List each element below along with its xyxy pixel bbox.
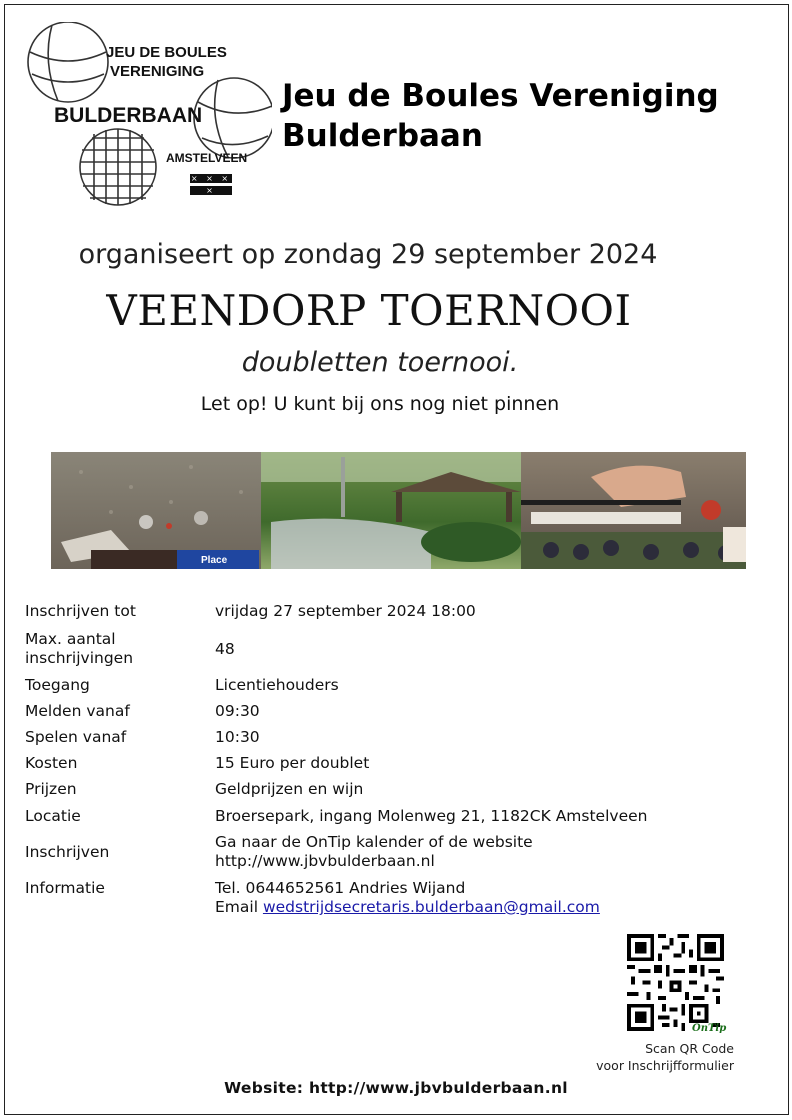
flag-band-lower: × [190,186,232,195]
club-title-line1: Jeu de Boules Vereniging [282,78,719,114]
detail-value: vrijdag 27 september 2024 18:00 [215,602,476,620]
detail-label: Prijzen [25,780,77,798]
email-prefix: Email [215,898,263,916]
qr-caption-line2: voor Inschrijfformulier [596,1058,734,1073]
payment-notice: Let op! U kunt bij ons nog niet pinnen [200,393,560,415]
event-title: VEENDORP TOERNOOI [106,286,632,335]
detail-value-website[interactable]: http://www.jbvbulderbaan.nl [215,852,435,870]
banner-sign-text: Place [201,555,228,566]
event-type: doubletten toernooi. [241,347,519,378]
detail-value: Broersepark, ingang Molenweg 21, 1182CK Amstelveen [215,807,648,825]
detail-label: Spelen vanaf [25,728,127,746]
flag-band: × × × [190,174,232,183]
logo-text-line4: AMSTELVEEN [166,151,248,165]
detail-label: Inschrijven tot [25,602,136,620]
detail-label: Kosten [25,754,78,772]
footer-website[interactable]: Website: http://www.jbvbulderbaan.nl [224,1079,568,1097]
detail-value: 15 Euro per doublet [215,754,370,772]
detail-value: Tel. 0644652561 Andries Wijand [215,879,466,897]
email-line [215,898,735,917]
logo-text-line1: JEU DE BOULES [106,44,227,61]
detail-label: Max. aantal inschrijvingen [25,630,134,667]
email-link[interactable]: wedstrijdsecretaris.bulderbaan@gmail.com [262,898,600,916]
collage-image [51,452,746,569]
club-logo [22,22,272,212]
club-title-line2: Bulderbaan [282,118,483,154]
detail-value: 10:30 [215,728,260,746]
amstelveen-flag-icon [190,174,232,195]
detail-value: Ga naar de OnTip kalender of de website [215,833,533,851]
qr-caption-line1: Scan QR Code [645,1041,734,1056]
photo-collage-banner [51,452,746,569]
club-title [282,76,719,156]
detail-value: 09:30 [215,702,260,720]
detail-label: Informatie [25,879,105,897]
detail-value: 48 [215,640,235,658]
logo-text-line3: BULDERBAAN [54,104,203,127]
detail-value: Licentiehouders [215,676,339,694]
detail-label: Toegang [25,676,90,694]
ontip-brand: OnTip [692,1023,727,1034]
detail-label: Inschrijven [25,843,110,861]
detail-label: Locatie [25,807,81,825]
detail-value: Geldprijzen en wijn [215,780,364,798]
detail-label: Melden vanaf [25,702,130,720]
event-date-line: organiseert op zondag 29 september 2024 [78,239,658,270]
logo-text-line2: VERENIGING [110,63,205,80]
qr-code[interactable] [627,934,724,1031]
